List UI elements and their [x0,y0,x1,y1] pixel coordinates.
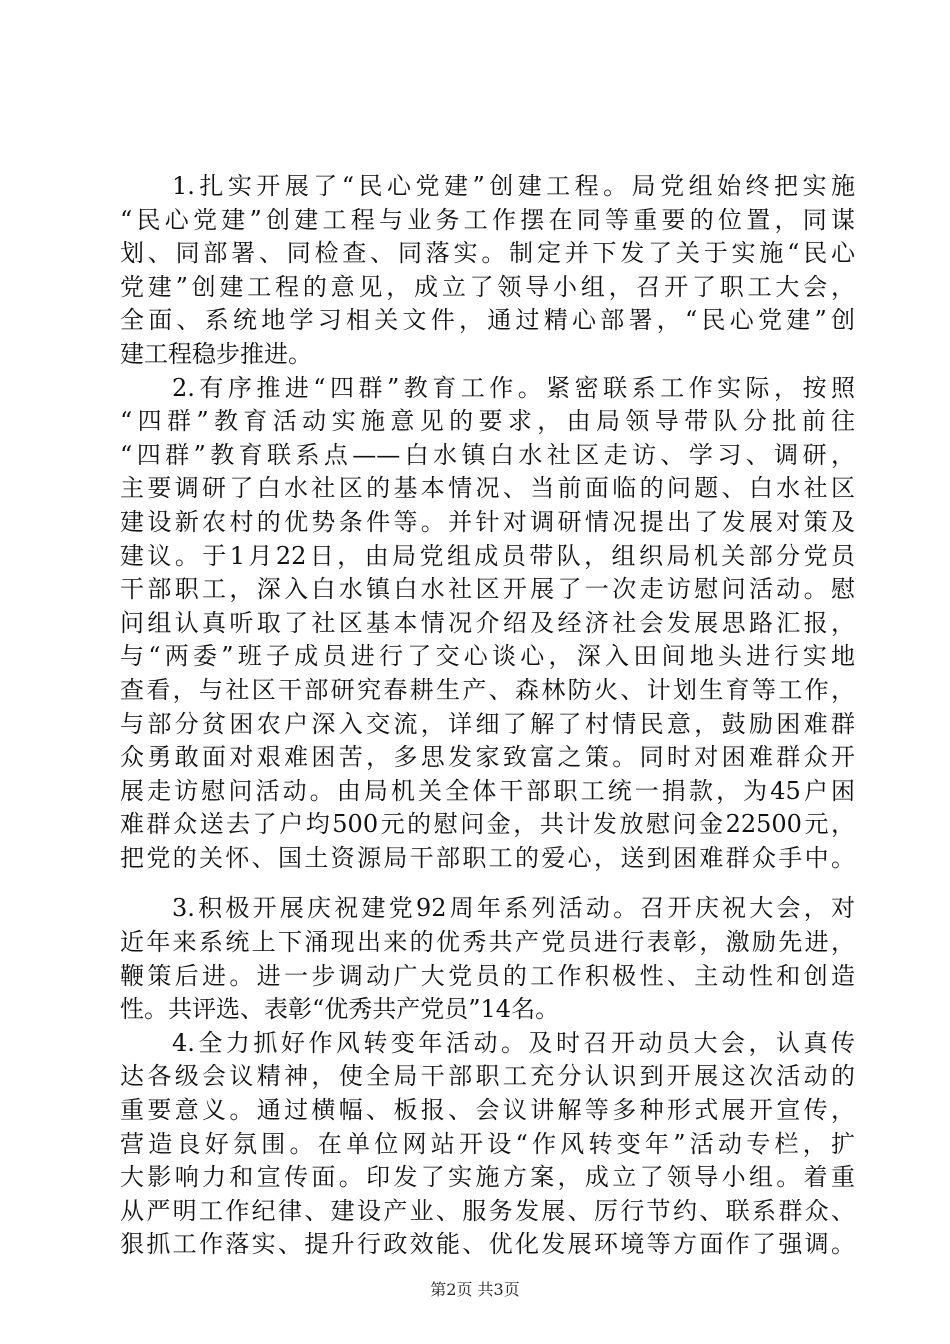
paragraph-1 [120,170,855,372]
page-number-footer: 第2页 共3页 [430,1280,520,1299]
paragraph-line: 与部分贫困农户深入交流，详细了解了村情民意，鼓励困难群 [120,709,855,738]
paragraph-line: 性。共评选、表彰“优秀共产党员”14名。 [120,995,560,1024]
paragraph-line: 党建”创建工程的意见，成立了领导小组，召开了职工大会， [120,272,855,301]
paragraph-line: 查看，与社区干部研究春耕生产、森林防火、计划生育等工作， [120,675,855,704]
paragraph-line: 干部职工，深入白水镇白水社区开展了一次走访慰问活动。慰 [120,575,855,604]
paragraph-line: 主要调研了白水社区的基本情况、当前面临的问题、白水社区 [120,474,855,503]
paragraph-line: 难群众送去了户均500元的慰问金，共计发放慰问金22500元， [120,810,855,839]
paragraph-line: 狠抓工作落实、提升行政效能、优化发展环境等方面作了强调。 [120,1230,855,1259]
paragraph-line: 与“两委”班子成员进行了交心谈心，深入田间地头进行实地 [120,642,855,671]
paragraph-line: 重要意义。通过横幅、板报、会议讲解等多种形式展开宣传， [120,1096,855,1125]
paragraph-4 [120,1027,855,1262]
paragraph-line: 4.全力抓好作风转变年活动。及时召开动员大会，认真传 [172,1028,855,1057]
document-body [120,170,855,1262]
paragraph-line: 建工程稳步推进。 [120,339,312,368]
paragraph-line: 从严明工作纪律、建设产业、服务发展、厉行节约、联系群众、 [120,1196,855,1225]
paragraph-line: 全面、系统地学习相关文件，通过精心部署，“民心党建”创 [120,306,855,335]
paragraph-line: 营造良好氛围。在单位网站开设“作风转变年”活动专栏，扩 [120,1129,855,1158]
paragraph-line: 大影响力和宣传面。印发了实施方案，成立了领导小组。着重 [120,1163,855,1192]
paragraph-line: 众勇敢面对艰难困苦，多思发家致富之策。同时对困难群众开 [120,743,855,772]
paragraph-line: 展走访慰问活动。由局机关全体干部职工统一捐款，为45户困 [120,776,855,805]
paragraph-line: 1.扎实开展了“民心党建”创建工程。局党组始终把实施 [172,172,855,200]
paragraph-line: 划、同部署、同检查、同落实。制定并下发了关于实施“民心 [120,239,855,268]
paragraph-line: “四群”教育活动实施意见的要求，由局领导带队分批前往 [120,407,855,436]
paragraph-line: 把党的关怀、国土资源局干部职工的爱心，送到困难群众手中。 [120,843,855,872]
paragraph-line: 问组认真听取了社区基本情况介绍及经济社会发展思路汇报， [120,608,855,637]
paragraph-3 [120,892,855,1026]
paragraph-line: 鞭策后进。进一步调动广大党员的工作积极性、主动性和创造 [120,961,855,990]
paragraph-line: 建设新农村的优势条件等。并针对调研情况提出了发展对策及 [120,507,855,536]
paragraph-line: 建议。于1月22日，由局党组成员带队，组织局机关部分党员 [120,541,855,570]
paragraph-line: 达各级会议精神，使全局干部职工充分认识到开展这次活动的 [120,1062,855,1091]
paragraph-spacer [120,875,855,892]
paragraph-line: 3.积极开展庆祝建党92周年系列活动。召开庆祝大会，对 [172,894,855,923]
paragraph-line: 近年来系统上下涌现出来的优秀共产党员进行表彰，激励先进， [120,928,855,957]
paragraph-line: 2.有序推进“四群”教育工作。紧密联系工作实际，按照 [172,373,855,402]
paragraph-line: “四群”教育联系点——白水镇白水社区走访、学习、调研， [120,440,855,469]
paragraph-line: “民心党建”创建工程与业务工作摆在同等重要的位置，同谋 [120,205,855,234]
paragraph-2 [120,372,855,876]
